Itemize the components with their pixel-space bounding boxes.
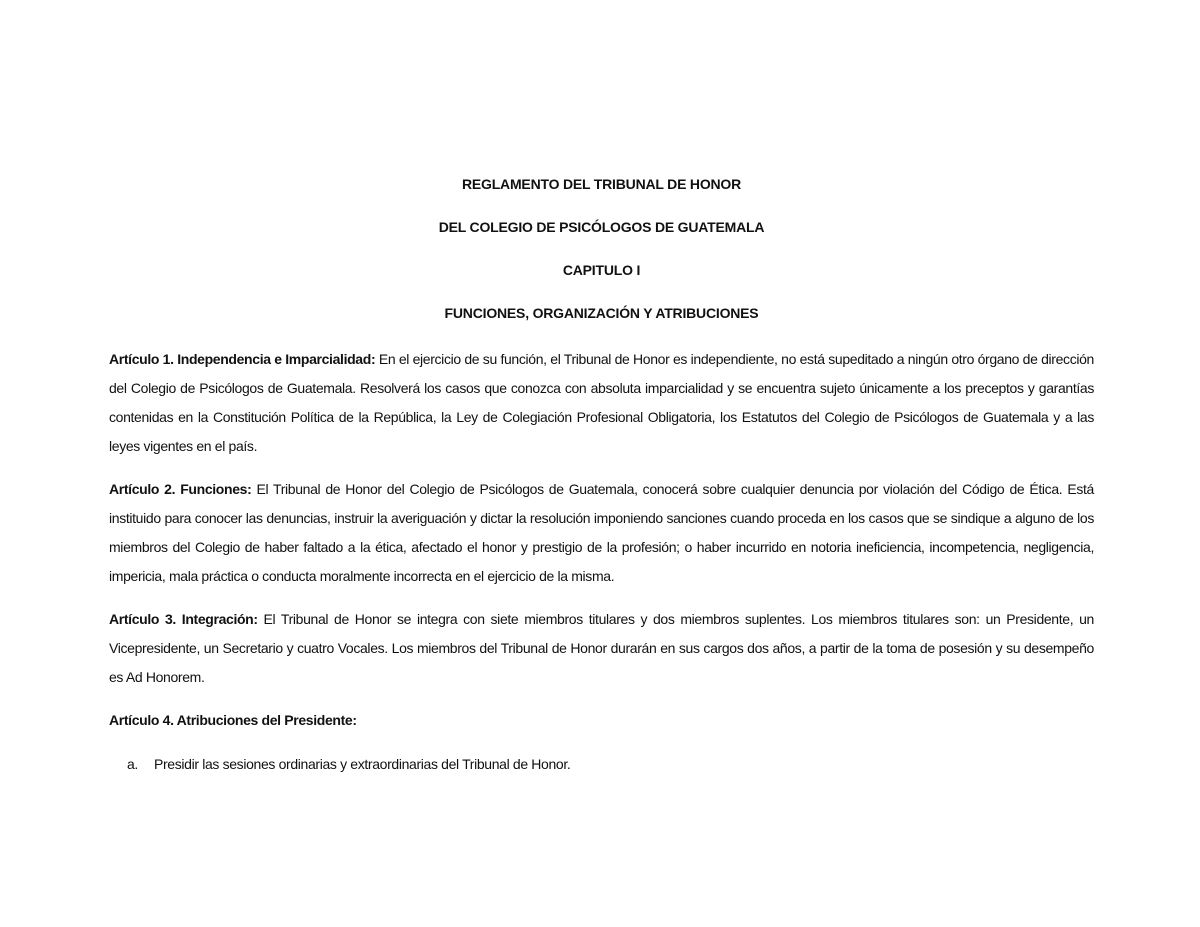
list-item-text: Presidir las sesiones ordinarias y extraordinarias del Tribunal de Honor.: [154, 756, 571, 772]
article-1: [109, 345, 1094, 461]
article-3: [109, 605, 1094, 692]
chapter-title: CAPITULO I: [562, 262, 641, 278]
document-title: REGLAMENTO DEL TRIBUNAL DE HONOR: [461, 176, 742, 192]
article-2: [109, 475, 1094, 591]
article-2-text: El Tribunal de Honor del Colegio de Psicólogos de Guatemala, conocerá sobre cualquier denuncia por violación del Código de Ética. Está instituido para conocer las denuncias, instruir la averiguación y dictar la resolución imponiendo sanciones cuando proceda en los casos que se sindique a alguno de los miembros del Colegio de haber faltado a la ética, afectado el honor y prestigio de la profesión; o haber incurrido en notoria ineficiencia, incompetencia, negligencia, impericia, mala práctica o conducta moralmente incorrecta en el ejercicio de la misma.: [109, 481, 1094, 584]
article-1-label: Artículo 1. Independencia e Imparcialidad:: [109, 351, 376, 367]
article-2-label: Artículo 2. Funciones:: [109, 481, 252, 497]
article-1-text: En el ejercicio de su función, el Tribunal de Honor es independiente, no está supeditado a ningún otro órgano de dirección del Colegio de Psicólogos de Guatemala. Resolverá los casos que conozca con absoluta imparcialidad y se encuentra sujeto únicamente a los preceptos y garantías contenidas en la Constitución Política de la República, la Ley de Colegiación Profesional Obligatoria, los Estatutos del Colegio de Psicólogos de Guatemala y a las leyes vigentes en el país.: [109, 351, 1094, 454]
document-subtitle: DEL COLEGIO DE PSICÓLOGOS DE GUATEMALA: [438, 219, 765, 235]
list-item: [109, 750, 1094, 779]
article-4-list: [109, 750, 1094, 779]
list-item-marker: a.: [127, 756, 138, 772]
article-4-heading: Artículo 4. Atribuciones del Presidente:: [109, 712, 357, 728]
document-content: [109, 174, 1094, 779]
chapter-subtitle: FUNCIONES, ORGANIZACIÓN Y ATRIBUCIONES: [444, 305, 759, 321]
article-3-label: Artículo 3. Integración:: [109, 611, 258, 627]
article-3-text: El Tribunal de Honor se integra con siete miembros titulares y dos miembros suplentes. Los miembros titulares son: un Presidente, un Vicepresidente, un Secretario y cuatro Vocales. Los miembros del Tribunal de Honor durarán en sus cargos dos años, a partir de la toma de posesión y su desempeño es Ad Honorem.: [109, 611, 1094, 685]
